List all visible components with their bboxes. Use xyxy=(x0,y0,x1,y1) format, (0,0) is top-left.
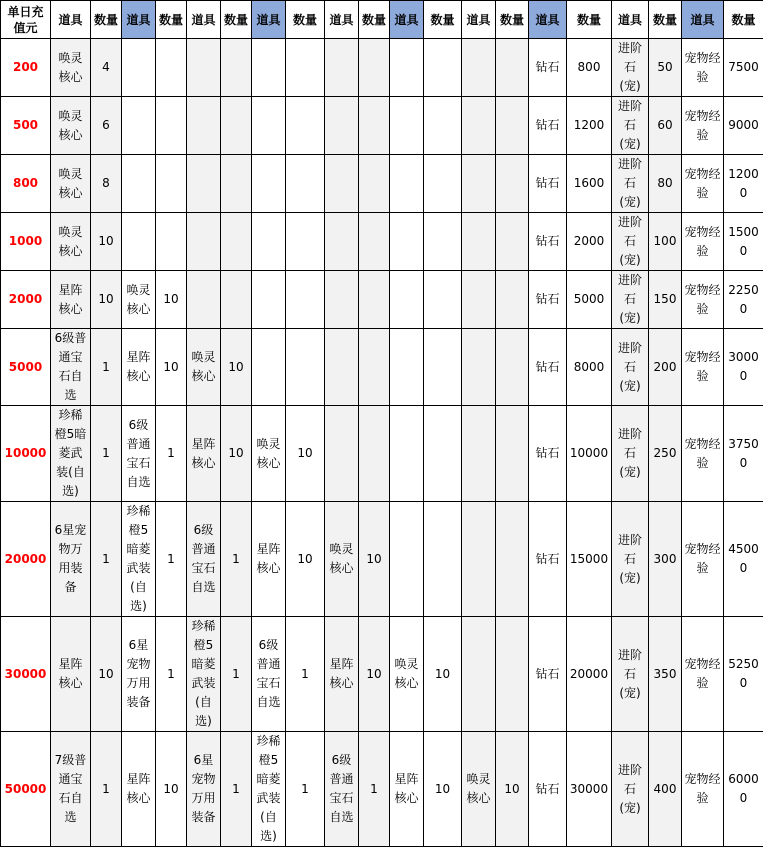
table-row xyxy=(1,213,763,271)
item-cell xyxy=(325,329,359,406)
quantity-cell: 250 xyxy=(649,406,682,502)
item-cell: 宠物经验 xyxy=(682,97,724,155)
quantity-cell: 1 xyxy=(221,502,252,617)
quantity-cell xyxy=(359,39,390,97)
recharge-amount: 10000 xyxy=(1,406,51,502)
item-cell: 唤灵核心 xyxy=(390,617,424,732)
item-cell: 唤灵核心 xyxy=(51,97,91,155)
quantity-cell: 2000 xyxy=(567,213,612,271)
item-cell: 进阶石(宠) xyxy=(612,329,649,406)
quantity-cell: 10 xyxy=(424,732,462,847)
item-cell: 宠物经验 xyxy=(682,39,724,97)
item-cell xyxy=(390,97,424,155)
table-row xyxy=(1,617,763,732)
quantity-cell: 800 xyxy=(567,39,612,97)
quantity-cell xyxy=(424,39,462,97)
quantity-cell xyxy=(156,39,187,97)
quantity-cell xyxy=(286,155,325,213)
item-cell xyxy=(187,39,221,97)
item-cell: 钻石 xyxy=(529,39,567,97)
table-row xyxy=(1,732,763,847)
quantity-cell xyxy=(424,155,462,213)
quantity-cell xyxy=(424,502,462,617)
recharge-amount: 800 xyxy=(1,155,51,213)
header-quantity: 数量 xyxy=(221,1,252,39)
header-item: 道具 xyxy=(325,1,359,39)
item-cell: 宠物经验 xyxy=(682,213,724,271)
header-quantity: 数量 xyxy=(424,1,462,39)
header-quantity: 数量 xyxy=(649,1,682,39)
quantity-cell: 52500 xyxy=(724,617,763,732)
item-cell: 进阶石(宠) xyxy=(612,271,649,329)
item-cell xyxy=(325,271,359,329)
table-body xyxy=(1,39,763,847)
quantity-cell: 1600 xyxy=(567,155,612,213)
item-cell: 星阵核心 xyxy=(122,329,156,406)
quantity-cell xyxy=(221,271,252,329)
quantity-cell: 20000 xyxy=(567,617,612,732)
item-cell: 唤灵核心 xyxy=(325,502,359,617)
quantity-cell: 8 xyxy=(91,155,122,213)
item-cell xyxy=(390,502,424,617)
item-cell xyxy=(390,39,424,97)
quantity-cell: 10 xyxy=(91,213,122,271)
quantity-cell: 1 xyxy=(359,732,390,847)
recharge-amount: 5000 xyxy=(1,329,51,406)
item-cell: 6级普通宝石自选 xyxy=(122,406,156,502)
quantity-cell: 30000 xyxy=(724,329,763,406)
item-cell: 星阵核心 xyxy=(122,732,156,847)
item-cell xyxy=(390,406,424,502)
quantity-cell: 15000 xyxy=(724,213,763,271)
quantity-cell: 37500 xyxy=(724,406,763,502)
quantity-cell: 10 xyxy=(221,329,252,406)
recharge-amount: 20000 xyxy=(1,502,51,617)
table-row xyxy=(1,97,763,155)
item-cell xyxy=(390,155,424,213)
quantity-cell: 10000 xyxy=(567,406,612,502)
quantity-cell: 22500 xyxy=(724,271,763,329)
header-item: 道具 xyxy=(187,1,221,39)
item-cell xyxy=(462,617,496,732)
header-item: 道具 xyxy=(529,1,567,39)
item-cell: 进阶石(宠) xyxy=(612,155,649,213)
table-row xyxy=(1,271,763,329)
quantity-cell xyxy=(221,39,252,97)
quantity-cell: 1 xyxy=(91,406,122,502)
quantity-cell: 4 xyxy=(91,39,122,97)
item-cell xyxy=(390,213,424,271)
quantity-cell xyxy=(496,97,529,155)
item-cell: 钻石 xyxy=(529,502,567,617)
item-cell: 进阶石(宠) xyxy=(612,406,649,502)
item-cell: 唤灵核心 xyxy=(51,155,91,213)
item-cell: 钻石 xyxy=(529,271,567,329)
quantity-cell: 10 xyxy=(424,617,462,732)
table-row xyxy=(1,406,763,502)
header-quantity: 数量 xyxy=(91,1,122,39)
item-cell: 6星宠物万用装备 xyxy=(51,502,91,617)
quantity-cell: 9000 xyxy=(724,97,763,155)
quantity-cell: 1 xyxy=(156,617,187,732)
quantity-cell xyxy=(359,97,390,155)
item-cell: 6星宠物万用装备 xyxy=(122,617,156,732)
quantity-cell: 1 xyxy=(156,502,187,617)
quantity-cell: 15000 xyxy=(567,502,612,617)
quantity-cell xyxy=(496,271,529,329)
item-cell xyxy=(462,271,496,329)
item-cell: 宠物经验 xyxy=(682,406,724,502)
quantity-cell xyxy=(496,155,529,213)
quantity-cell xyxy=(156,213,187,271)
header-recharge-amount: 单日充值元 xyxy=(1,1,51,39)
quantity-cell: 200 xyxy=(649,329,682,406)
item-cell xyxy=(462,213,496,271)
header-item: 道具 xyxy=(51,1,91,39)
header-item: 道具 xyxy=(390,1,424,39)
item-cell: 星阵核心 xyxy=(51,271,91,329)
header-quantity: 数量 xyxy=(496,1,529,39)
quantity-cell: 12000 xyxy=(724,155,763,213)
recharge-amount: 2000 xyxy=(1,271,51,329)
quantity-cell xyxy=(286,271,325,329)
item-cell xyxy=(122,39,156,97)
quantity-cell: 1 xyxy=(221,732,252,847)
quantity-cell: 5000 xyxy=(567,271,612,329)
quantity-cell xyxy=(286,213,325,271)
item-cell: 钻石 xyxy=(529,97,567,155)
item-cell xyxy=(325,39,359,97)
quantity-cell xyxy=(286,329,325,406)
quantity-cell xyxy=(424,406,462,502)
item-cell xyxy=(462,329,496,406)
item-cell: 宠物经验 xyxy=(682,502,724,617)
header-quantity: 数量 xyxy=(724,1,763,39)
item-cell: 宠物经验 xyxy=(682,155,724,213)
item-cell xyxy=(325,213,359,271)
item-cell: 唤灵核心 xyxy=(51,213,91,271)
quantity-cell: 7500 xyxy=(724,39,763,97)
item-cell: 宠物经验 xyxy=(682,617,724,732)
quantity-cell: 150 xyxy=(649,271,682,329)
item-cell: 钻石 xyxy=(529,406,567,502)
quantity-cell: 1200 xyxy=(567,97,612,155)
quantity-cell xyxy=(496,213,529,271)
item-cell xyxy=(390,329,424,406)
item-cell xyxy=(462,155,496,213)
item-cell xyxy=(252,213,286,271)
item-cell: 唤灵核心 xyxy=(187,329,221,406)
item-cell: 宠物经验 xyxy=(682,271,724,329)
header-item: 道具 xyxy=(462,1,496,39)
recharge-amount: 200 xyxy=(1,39,51,97)
item-cell: 唤灵核心 xyxy=(51,39,91,97)
header-quantity: 数量 xyxy=(359,1,390,39)
quantity-cell: 300 xyxy=(649,502,682,617)
item-cell: 6星宠物万用装备 xyxy=(187,732,221,847)
item-cell: 6级普通宝石自选 xyxy=(325,732,359,847)
quantity-cell: 10 xyxy=(221,406,252,502)
item-cell: 钻石 xyxy=(529,213,567,271)
quantity-cell: 100 xyxy=(649,213,682,271)
quantity-cell xyxy=(286,97,325,155)
item-cell xyxy=(462,39,496,97)
quantity-cell xyxy=(359,155,390,213)
quantity-cell xyxy=(424,329,462,406)
item-cell xyxy=(252,329,286,406)
quantity-cell xyxy=(496,329,529,406)
quantity-cell xyxy=(496,39,529,97)
quantity-cell: 10 xyxy=(156,732,187,847)
quantity-cell xyxy=(496,617,529,732)
item-cell xyxy=(325,155,359,213)
quantity-cell: 50 xyxy=(649,39,682,97)
quantity-cell: 1 xyxy=(286,732,325,847)
header-item: 道具 xyxy=(682,1,724,39)
item-cell: 6级普通宝石自选 xyxy=(51,329,91,406)
quantity-cell: 60000 xyxy=(724,732,763,847)
quantity-cell: 1 xyxy=(156,406,187,502)
quantity-cell: 10 xyxy=(286,502,325,617)
quantity-cell: 60 xyxy=(649,97,682,155)
item-cell xyxy=(187,213,221,271)
quantity-cell xyxy=(496,502,529,617)
item-cell xyxy=(122,213,156,271)
quantity-cell: 6 xyxy=(91,97,122,155)
item-cell xyxy=(252,155,286,213)
table-header-row xyxy=(1,1,763,39)
quantity-cell: 1 xyxy=(286,617,325,732)
item-cell xyxy=(187,155,221,213)
recharge-amount: 50000 xyxy=(1,732,51,847)
quantity-cell: 10 xyxy=(91,271,122,329)
quantity-cell xyxy=(156,97,187,155)
header-quantity: 数量 xyxy=(567,1,612,39)
item-cell: 宠物经验 xyxy=(682,329,724,406)
quantity-cell xyxy=(221,97,252,155)
item-cell: 进阶石(宠) xyxy=(612,617,649,732)
header-item: 道具 xyxy=(612,1,649,39)
item-cell: 珍稀橙5暗菱武装(自选) xyxy=(252,732,286,847)
item-cell: 唤灵核心 xyxy=(252,406,286,502)
quantity-cell: 400 xyxy=(649,732,682,847)
item-cell xyxy=(462,97,496,155)
item-cell xyxy=(187,97,221,155)
quantity-cell xyxy=(359,213,390,271)
header-item: 道具 xyxy=(122,1,156,39)
item-cell: 进阶石(宠) xyxy=(612,39,649,97)
header-quantity: 数量 xyxy=(286,1,325,39)
quantity-cell: 1 xyxy=(221,617,252,732)
quantity-cell xyxy=(359,329,390,406)
item-cell xyxy=(325,406,359,502)
item-cell: 钻石 xyxy=(529,155,567,213)
item-cell: 星阵核心 xyxy=(187,406,221,502)
quantity-cell: 10 xyxy=(359,617,390,732)
item-cell xyxy=(122,155,156,213)
quantity-cell: 350 xyxy=(649,617,682,732)
item-cell xyxy=(122,97,156,155)
quantity-cell: 45000 xyxy=(724,502,763,617)
header-item: 道具 xyxy=(252,1,286,39)
item-cell: 7级普通宝石自选 xyxy=(51,732,91,847)
item-cell: 星阵核心 xyxy=(51,617,91,732)
quantity-cell: 1 xyxy=(91,502,122,617)
item-cell: 钻石 xyxy=(529,732,567,847)
item-cell xyxy=(252,39,286,97)
item-cell: 进阶石(宠) xyxy=(612,97,649,155)
table-row xyxy=(1,39,763,97)
item-cell: 6级普通宝石自选 xyxy=(187,502,221,617)
item-cell: 星阵核心 xyxy=(325,617,359,732)
item-cell xyxy=(462,502,496,617)
table-row xyxy=(1,329,763,406)
item-cell xyxy=(462,406,496,502)
quantity-cell: 10 xyxy=(156,271,187,329)
item-cell: 钻石 xyxy=(529,329,567,406)
recharge-amount: 1000 xyxy=(1,213,51,271)
quantity-cell xyxy=(359,271,390,329)
quantity-cell: 10 xyxy=(91,617,122,732)
item-cell xyxy=(252,271,286,329)
quantity-cell: 10 xyxy=(359,502,390,617)
item-cell: 唤灵核心 xyxy=(462,732,496,847)
table-row xyxy=(1,502,763,617)
item-cell: 进阶石(宠) xyxy=(612,502,649,617)
quantity-cell: 10 xyxy=(156,329,187,406)
quantity-cell xyxy=(424,271,462,329)
quantity-cell: 1 xyxy=(91,329,122,406)
quantity-cell xyxy=(496,406,529,502)
quantity-cell xyxy=(221,155,252,213)
item-cell: 钻石 xyxy=(529,617,567,732)
item-cell: 星阵核心 xyxy=(252,502,286,617)
quantity-cell xyxy=(424,97,462,155)
item-cell: 唤灵核心 xyxy=(122,271,156,329)
item-cell: 珍稀橙5暗菱武装(自选) xyxy=(51,406,91,502)
recharge-amount: 500 xyxy=(1,97,51,155)
table-row xyxy=(1,155,763,213)
quantity-cell: 30000 xyxy=(567,732,612,847)
item-cell: 进阶石(宠) xyxy=(612,732,649,847)
item-cell: 珍稀橙5暗菱武装(自选) xyxy=(187,617,221,732)
quantity-cell xyxy=(359,406,390,502)
item-cell: 宠物经验 xyxy=(682,732,724,847)
item-cell: 星阵核心 xyxy=(390,732,424,847)
quantity-cell xyxy=(221,213,252,271)
item-cell xyxy=(390,271,424,329)
quantity-cell: 10 xyxy=(286,406,325,502)
quantity-cell: 80 xyxy=(649,155,682,213)
quantity-cell: 10 xyxy=(496,732,529,847)
quantity-cell xyxy=(424,213,462,271)
quantity-cell: 8000 xyxy=(567,329,612,406)
item-cell xyxy=(252,97,286,155)
quantity-cell xyxy=(286,39,325,97)
item-cell: 进阶石(宠) xyxy=(612,213,649,271)
item-cell: 6级普通宝石自选 xyxy=(252,617,286,732)
item-cell xyxy=(187,271,221,329)
recharge-amount: 30000 xyxy=(1,617,51,732)
item-cell: 珍稀橙5暗菱武装(自选) xyxy=(122,502,156,617)
quantity-cell: 1 xyxy=(91,732,122,847)
item-cell xyxy=(325,97,359,155)
quantity-cell xyxy=(156,155,187,213)
header-quantity: 数量 xyxy=(156,1,187,39)
